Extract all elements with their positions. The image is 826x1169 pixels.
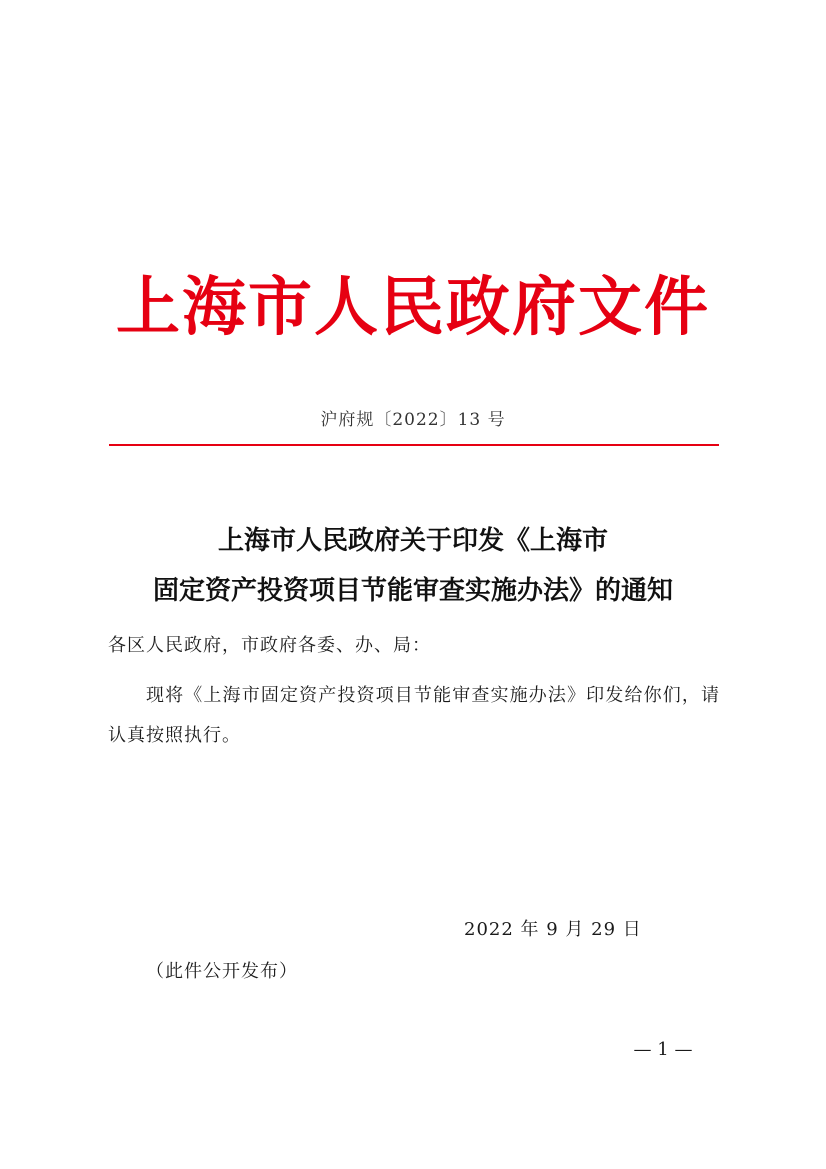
publication-note: （此件公开发布） [146, 961, 298, 982]
red-separator-line [109, 444, 719, 446]
document-masthead: 上海市人民政府文件 [116, 270, 710, 345]
body-paragraph: 现将《上海市固定资产投资项目节能审查实施办法》印发给你们，请认真按照执行。 [108, 685, 720, 746]
document-title-line-2: 固定资产投资项目节能审查实施办法》的通知 [152, 576, 673, 606]
salutation: 各区人民政府，市政府各委、办、局： [108, 635, 431, 656]
document-title-line-1: 上海市人民政府关于印发《上海市 [217, 526, 608, 556]
page-number: — 1 — [633, 1039, 693, 1060]
issue-date: 2022 年 9 月 29 日 [464, 919, 642, 940]
document-number: 沪府规〔2022〕13 号 [320, 410, 506, 430]
document-title [0, 516, 826, 616]
